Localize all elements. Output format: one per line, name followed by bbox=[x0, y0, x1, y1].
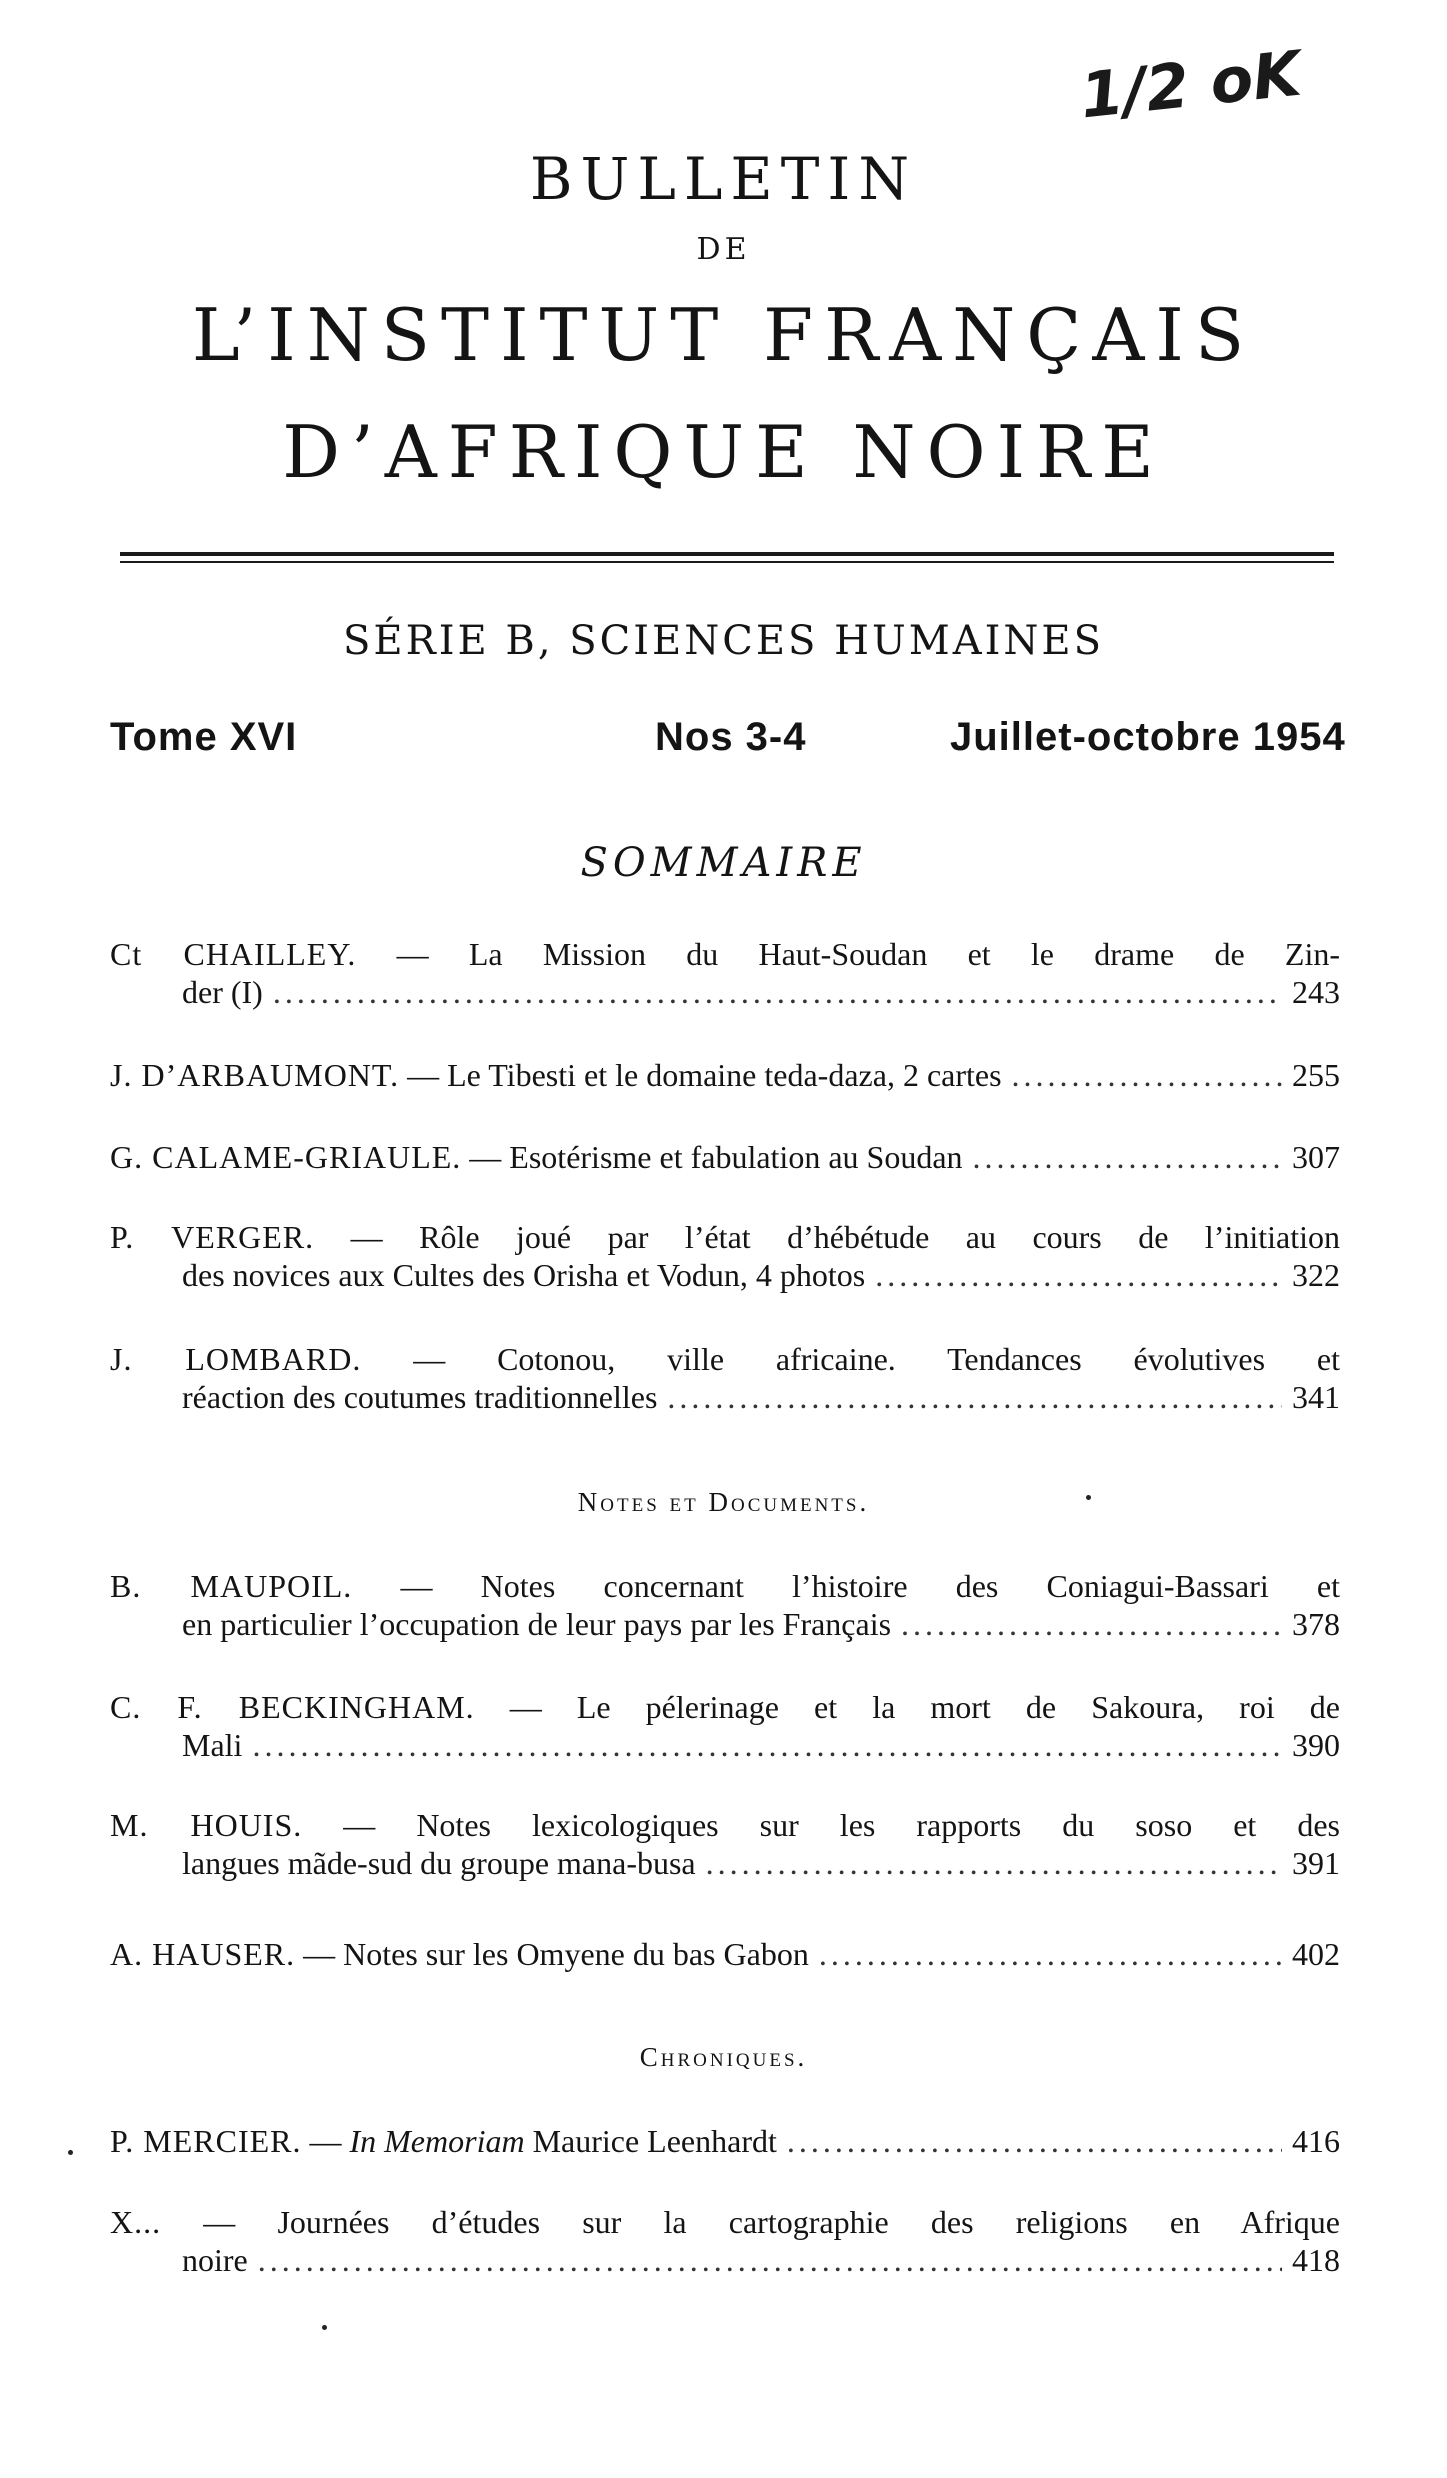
toc-page-number: 402 bbox=[1292, 1936, 1340, 1972]
toc-title-line: der (I) bbox=[182, 974, 263, 1010]
toc-title-line: — Le pélerinage et la mort de Sakoura, roi de bbox=[474, 1689, 1341, 1725]
toc-page-number: 341 bbox=[1292, 1379, 1340, 1415]
header-rule-thick bbox=[120, 552, 1334, 556]
toc-entry[interactable] bbox=[110, 1340, 1340, 1416]
toc-author: M. HOUIS. bbox=[110, 1807, 303, 1843]
toc-page-number: 418 bbox=[1292, 2242, 1340, 2278]
serie-title: SÉRIE B, SCIENCES HUMAINES bbox=[342, 618, 1105, 664]
toc-page-number: 390 bbox=[1292, 1727, 1340, 1763]
toc-title-line: — Le Tibesti et le domaine teda-daza, 2 cartes bbox=[399, 1057, 1002, 1093]
toc-entry[interactable] bbox=[110, 2203, 1340, 2279]
title-afrique-noire: D’AFRIQUE NOIRE bbox=[282, 410, 1165, 494]
leader-dots bbox=[875, 1256, 1282, 1294]
scan-speck bbox=[1086, 1495, 1091, 1500]
toc-title-line: — La Mission du Haut-Soudan et le drame de Zin- bbox=[356, 936, 1341, 972]
toc-entry[interactable] bbox=[110, 935, 1340, 1011]
toc-title-line: — Journées d’études sur la cartographie des religions en Afrique bbox=[161, 2204, 1340, 2240]
toc-author: J. LOMBARD. bbox=[110, 1341, 362, 1377]
toc-title-line: Maurice Leenhardt bbox=[524, 2123, 777, 2159]
leader-dots bbox=[252, 1726, 1282, 1764]
leader-dots bbox=[787, 2122, 1282, 2160]
issue-date: Juillet-octobre 1954 bbox=[950, 715, 1346, 759]
leader-dots bbox=[901, 1605, 1282, 1643]
toc-author: P. MERCIER. bbox=[110, 2123, 302, 2159]
toc-title-line: — Notes lexicologiques sur les rapports du soso et des bbox=[302, 1807, 1341, 1843]
toc-title-line: Mali bbox=[182, 1727, 243, 1763]
toc-author: X... bbox=[110, 2204, 162, 2240]
title-institut: L’INSTITUT FRANÇAIS bbox=[191, 293, 1256, 377]
toc-title-line: — Esotérisme et fabulation au Soudan bbox=[461, 1139, 963, 1175]
toc-page-number: 243 bbox=[1292, 974, 1340, 1010]
toc-page-number: 416 bbox=[1292, 2123, 1340, 2159]
toc-title-line: — Rôle joué par l’état d’hébétude au cours de l’initiation bbox=[314, 1219, 1341, 1255]
leader-dots bbox=[973, 1138, 1282, 1176]
toc-page-number: 255 bbox=[1292, 1057, 1340, 1093]
leader-dots bbox=[706, 1844, 1282, 1882]
toc-author: G. CALAME-GRIAULE. bbox=[110, 1139, 462, 1175]
leader-dots bbox=[258, 2241, 1282, 2279]
toc-dash: — bbox=[301, 2123, 350, 2159]
toc-title-line: réaction des coutumes traditionnelles bbox=[182, 1379, 658, 1415]
toc-entry[interactable] bbox=[110, 1806, 1340, 1882]
toc-entry[interactable] bbox=[110, 1218, 1340, 1294]
leader-dots bbox=[667, 1378, 1282, 1416]
toc-entry[interactable] bbox=[110, 1138, 1340, 1176]
scan-speck bbox=[68, 2150, 73, 2155]
toc-title-line: noire bbox=[182, 2242, 248, 2278]
toc-entry[interactable] bbox=[110, 1935, 1340, 1973]
scan-speck bbox=[322, 2325, 327, 2330]
issue-numbers: Nos 3-4 bbox=[655, 715, 807, 759]
toc-title-line: — Notes concernant l’histoire des Coniagui-Bassari et bbox=[352, 1568, 1341, 1604]
toc-title-line: — Cotonou, ville africaine. Tendances évolutives et bbox=[361, 1341, 1341, 1377]
toc-entry[interactable] bbox=[110, 1688, 1340, 1764]
toc-title-italic: In Memoriam bbox=[349, 2123, 525, 2159]
toc-title-line: en particulier l’occupation de leur pays par les Français bbox=[182, 1606, 892, 1642]
toc-author: Ct CHAILLEY. bbox=[110, 936, 357, 972]
toc-page-number: 378 bbox=[1292, 1606, 1340, 1642]
title-de: DE bbox=[696, 232, 751, 267]
toc-author: P. VERGER. bbox=[110, 1219, 315, 1255]
leader-dots bbox=[1012, 1056, 1282, 1094]
toc-entry[interactable] bbox=[110, 1567, 1340, 1643]
toc-author: A. HAUSER. bbox=[110, 1936, 296, 1972]
section-notes-documents: Notes et Documents. bbox=[577, 1487, 870, 1517]
toc-author: B. MAUPOIL. bbox=[110, 1568, 353, 1604]
toc-author: J. D’ARBAUMONT. bbox=[110, 1057, 400, 1093]
sommaire-title: SOMMAIRE bbox=[580, 840, 867, 886]
toc-page-number: 322 bbox=[1292, 1257, 1340, 1293]
toc-page-number: 307 bbox=[1292, 1139, 1340, 1175]
toc-author: C. F. BECKINGHAM. bbox=[110, 1689, 475, 1725]
leader-dots bbox=[273, 973, 1282, 1011]
issue-tome: Tome XVI bbox=[110, 715, 298, 759]
handwritten-note: 1/2 oK bbox=[1076, 36, 1305, 133]
toc-title-line: — Notes sur les Omyene du bas Gabon bbox=[295, 1936, 809, 1972]
toc-entry[interactable] bbox=[110, 1056, 1340, 1094]
toc-title-line: des novices aux Cultes des Orisha et Vodun, 4 photos bbox=[182, 1257, 866, 1293]
toc-title-line: langues mãde-sud du groupe mana-busa bbox=[182, 1845, 696, 1881]
header-rule-thin bbox=[120, 561, 1334, 563]
toc-entry[interactable] bbox=[110, 2122, 1340, 2160]
title-bulletin: BULLETIN bbox=[529, 145, 918, 213]
toc-page-number: 391 bbox=[1292, 1845, 1340, 1881]
leader-dots bbox=[819, 1935, 1282, 1973]
section-chroniques: Chroniques. bbox=[639, 2042, 808, 2072]
